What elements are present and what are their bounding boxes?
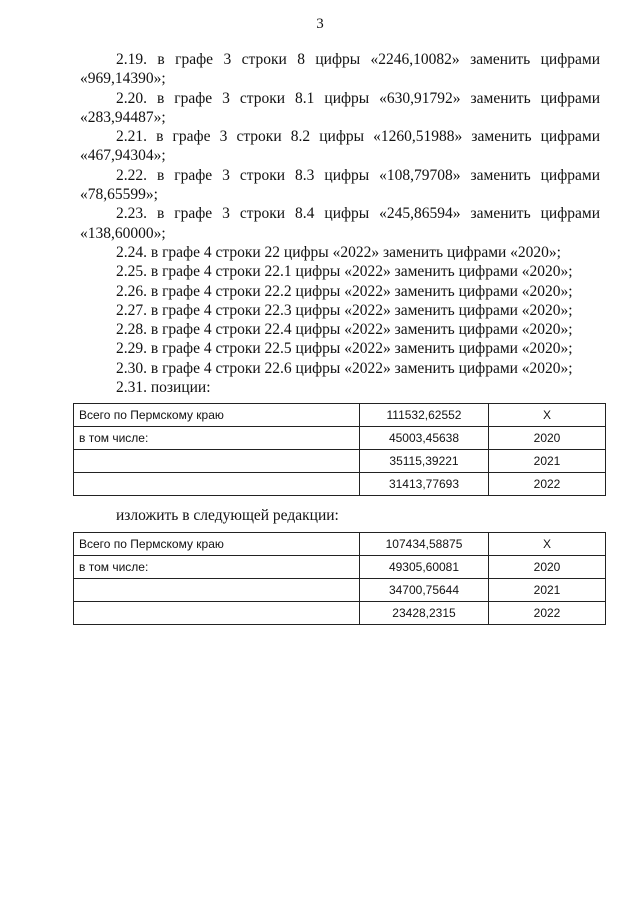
- table-cell: 2022: [489, 602, 606, 625]
- paragraph-2-28: 2.28. в графе 4 строки 22.4 цифры «2022» заменить цифрами «2020»;: [116, 321, 573, 339]
- paragraph-2-19: [80, 50, 600, 89]
- paragraph-line: 2.19. в графе 3 строки 8 цифры «2246,10082» заменить цифрами: [116, 51, 600, 68]
- page-number: 3: [316, 16, 324, 32]
- document-body: [80, 50, 600, 397]
- table-row: [74, 427, 606, 450]
- paragraph-2-21: [80, 127, 600, 166]
- table-row: [74, 450, 606, 473]
- table-row: [74, 579, 606, 602]
- table-row: [74, 602, 606, 625]
- paragraph-2-23: [80, 204, 600, 243]
- table-cell: 49305,60081: [360, 556, 489, 579]
- paragraph-2-31: 2.31. позиции:: [116, 379, 211, 397]
- table-cell: 45003,45638: [360, 427, 489, 450]
- paragraph-line: 2.23. в графе 3 строки 8.4 цифры «245,86594» заменить цифрами: [116, 205, 600, 223]
- table-cell: [74, 602, 360, 625]
- paragraph-2-27: 2.27. в графе 4 строки 22.3 цифры «2022» заменить цифрами «2020»;: [116, 301, 573, 319]
- paragraph-line: «969,14390»;: [80, 70, 166, 88]
- table-cell: 2021: [489, 450, 606, 473]
- paragraph-2-25: 2.25. в графе 4 строки 22.1 цифры «2022» заменить цифрами «2020»;: [116, 263, 573, 281]
- paragraph-line: «283,94487»;: [80, 108, 166, 126]
- table-row: [74, 533, 606, 556]
- paragraph-line: 2.22. в графе 3 строки 8.3 цифры «108,79708» заменить цифрами: [116, 166, 600, 184]
- table-cell: в том числе:: [74, 427, 360, 450]
- table-cell: 23428,2315: [360, 602, 489, 625]
- table-cell: 107434,58875: [360, 533, 489, 556]
- table-cell: [74, 579, 360, 602]
- table-row: [74, 556, 606, 579]
- paragraph-line: «138,60000»;: [80, 224, 166, 242]
- paragraph-2-24: 2.24. в графе 4 строки 22 цифры «2022» заменить цифрами «2020»;: [116, 243, 561, 261]
- table-cell: Всего по Пермскому краю: [74, 533, 360, 556]
- paragraph-2-29: 2.29. в графе 4 строки 22.5 цифры «2022» заменить цифрами «2020»;: [116, 340, 573, 358]
- table-cell: 31413,77693: [360, 473, 489, 496]
- table-row: [74, 473, 606, 496]
- paragraph-line: 2.20. в графе 3 строки 8.1 цифры «630,91792» заменить цифрами: [116, 89, 600, 107]
- table-cell: 34700,75644: [360, 579, 489, 602]
- table-cell: 111532,62552: [360, 404, 489, 427]
- paragraph-2-30: 2.30. в графе 4 строки 22.6 цифры «2022» заменить цифрами «2020»;: [116, 359, 573, 377]
- table-cell: [74, 473, 360, 496]
- table-cell: Х: [489, 404, 606, 427]
- table-cell: 2022: [489, 473, 606, 496]
- table-row: [74, 404, 606, 427]
- table-after: [73, 532, 606, 625]
- table-before: [73, 403, 606, 496]
- paragraph-line: «467,94304»;: [80, 147, 166, 165]
- table-cell: [74, 450, 360, 473]
- table-cell: 2020: [489, 556, 606, 579]
- table-cell: Всего по Пермскому краю: [74, 404, 360, 427]
- table-cell: Х: [489, 533, 606, 556]
- table-cell: 2020: [489, 427, 606, 450]
- paragraph-2-26: 2.26. в графе 4 строки 22.2 цифры «2022» заменить цифрами «2020»;: [116, 282, 573, 300]
- table-cell: 2021: [489, 579, 606, 602]
- table-cell: 35115,39221: [360, 450, 489, 473]
- paragraph-line: 2.21. в графе 3 строки 8.2 цифры «1260,51988» заменить цифрами: [116, 128, 600, 146]
- paragraph-2-20: [80, 89, 600, 128]
- paragraph-line: «78,65599»;: [80, 186, 158, 204]
- replacement-intro-text: изложить в следующей редакции:: [116, 507, 339, 524]
- paragraph-2-22: [80, 166, 600, 205]
- table-cell: в том числе:: [74, 556, 360, 579]
